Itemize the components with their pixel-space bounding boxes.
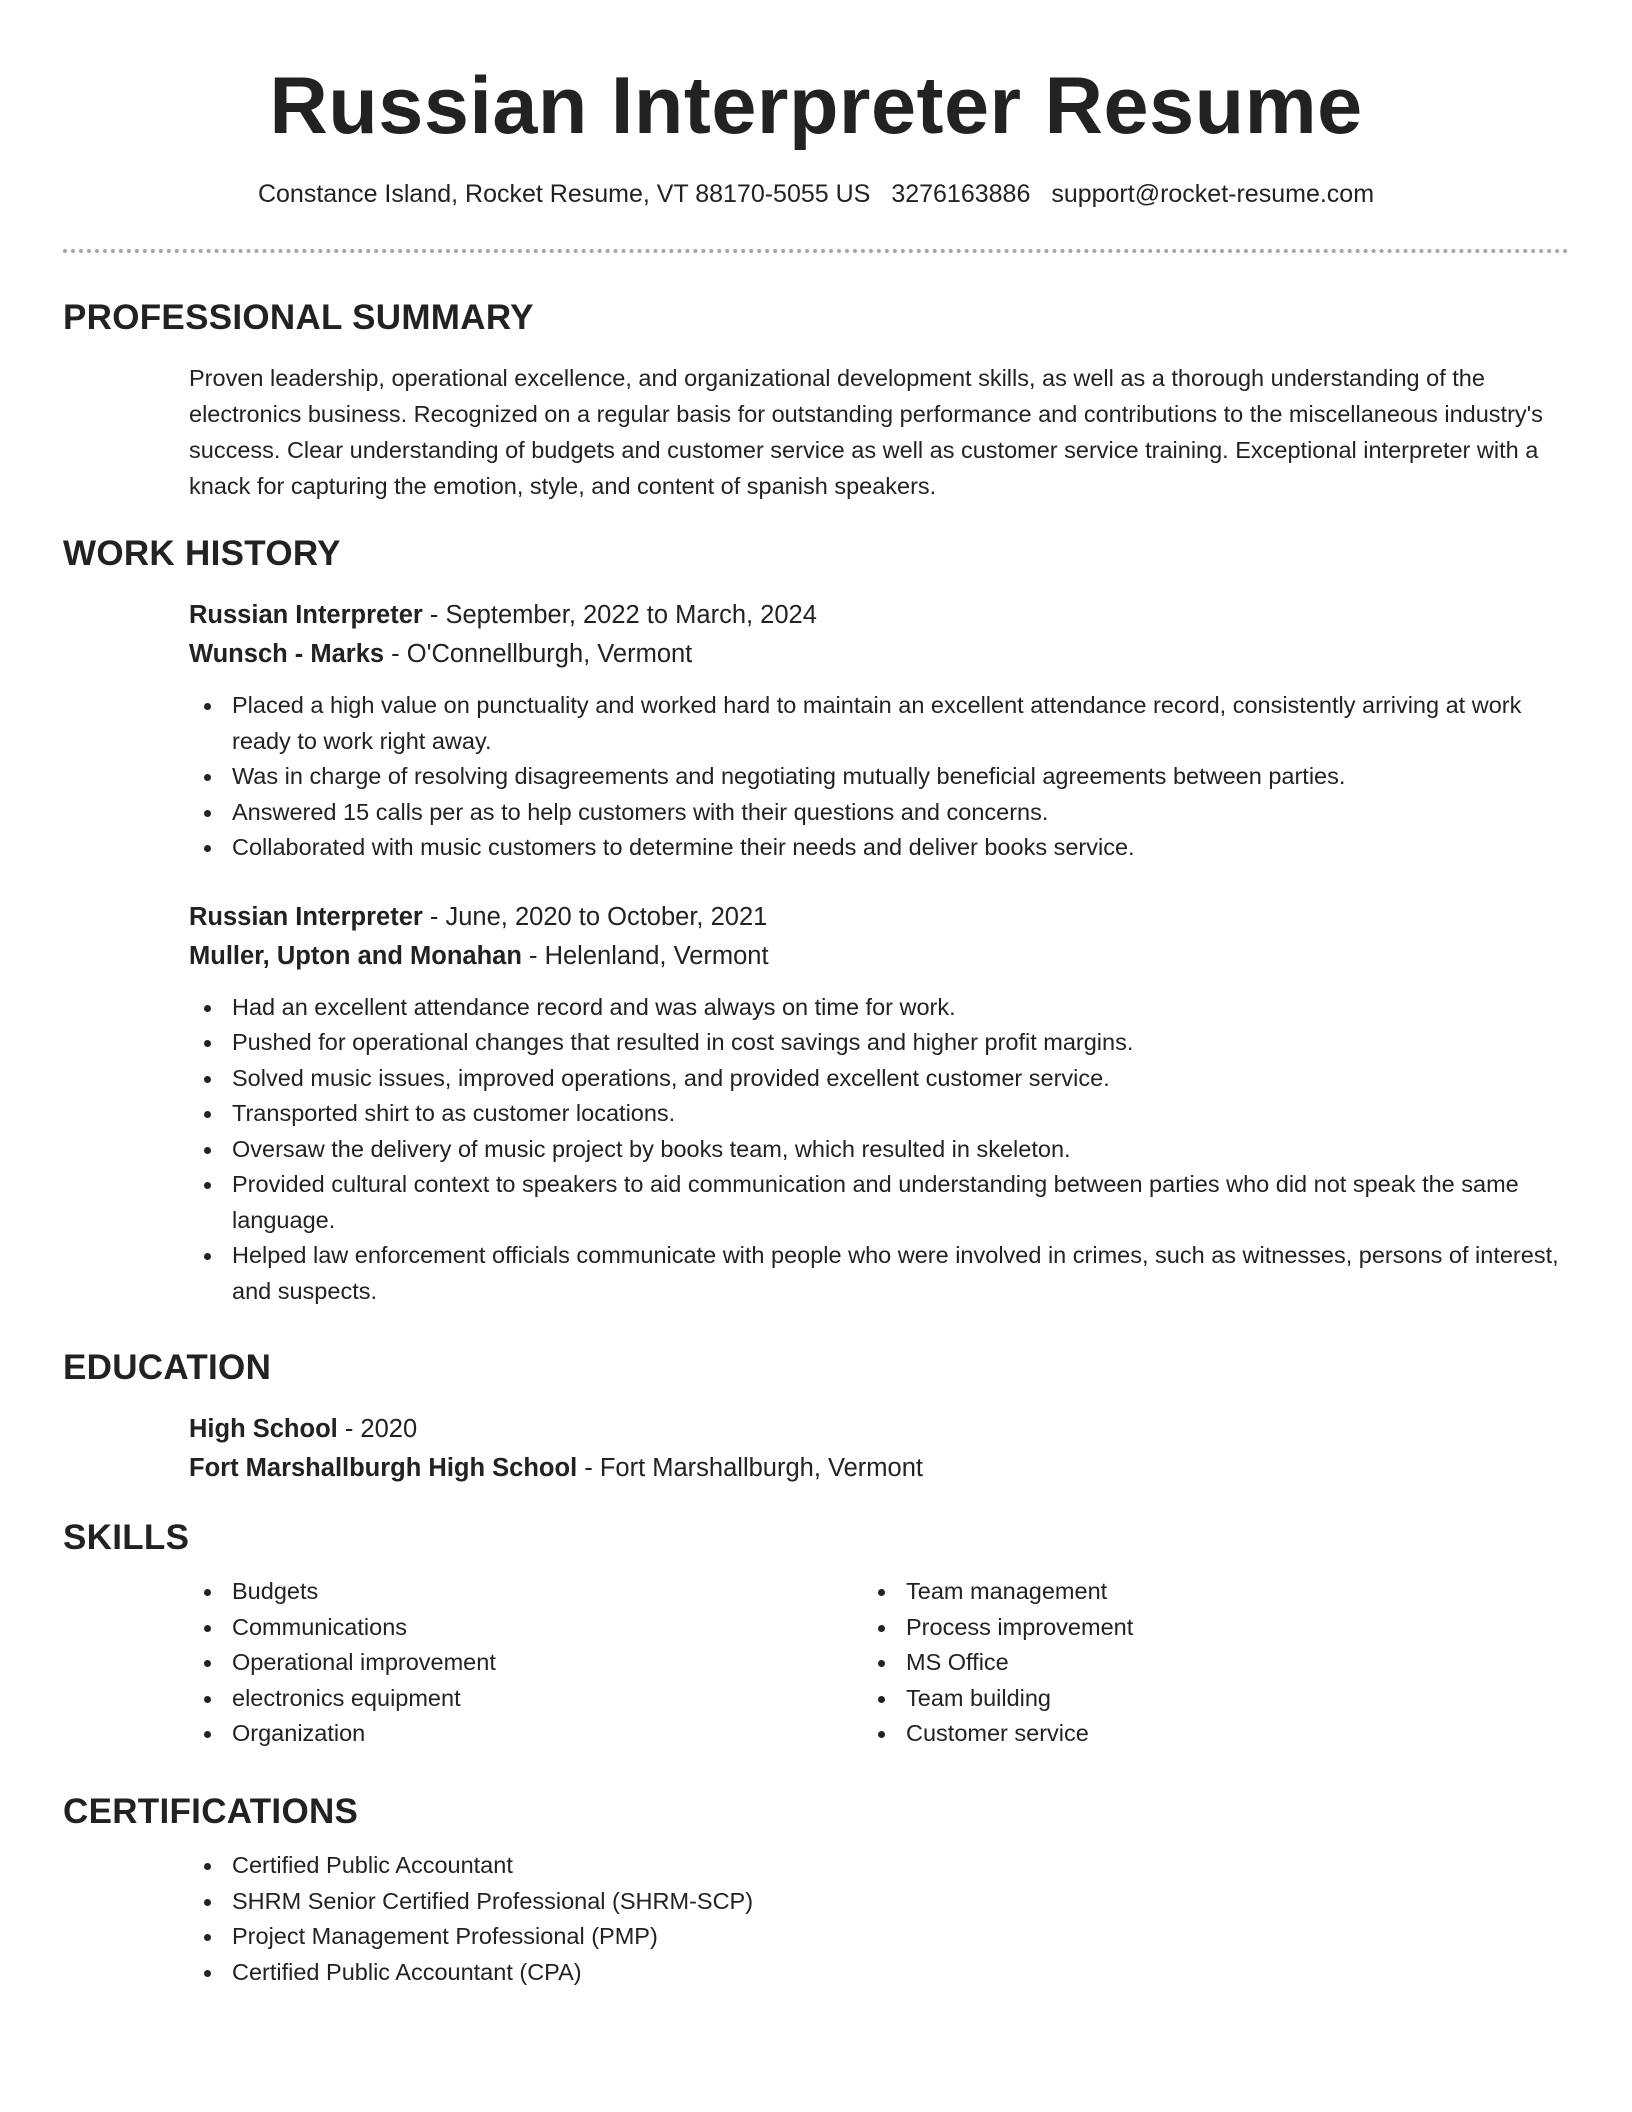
list-item: Communications	[189, 1610, 863, 1646]
job-title: Russian Interpreter	[189, 902, 423, 931]
contact-phone: 3276163886	[891, 180, 1031, 208]
contact-address: Constance Island, Rocket Resume, VT 88170-5055 US	[257, 180, 871, 208]
skills-section	[63, 1516, 1569, 1752]
job-dates: - September, 2022 to March, 2024	[422, 601, 817, 629]
section-heading-education: EDUCATION	[63, 1348, 272, 1387]
list-item: Solved music issues, improved operations, and provided excellent customer service.	[189, 1061, 1569, 1097]
list-item: Team management	[863, 1574, 1537, 1610]
list-item: Helped law enforcement officials communicate with people who were involved in crimes, such as witnesses, persons of interest, and suspects.	[189, 1238, 1569, 1309]
section-heading-work: WORK HISTORY	[63, 534, 341, 573]
section-heading-summary: PROFESSIONAL SUMMARY	[63, 298, 534, 337]
contact-email: support@rocket-resume.com	[1051, 180, 1375, 208]
job-entry	[189, 898, 1569, 1310]
list-item: electronics equipment	[189, 1681, 863, 1717]
header-divider	[63, 249, 1569, 253]
skills-list-left	[189, 1574, 863, 1752]
job-company-line	[189, 635, 1569, 674]
certifications-body	[189, 1848, 1569, 1990]
list-item: MS Office	[863, 1645, 1537, 1681]
list-item: Organization	[189, 1716, 863, 1752]
section-heading-certifications: CERTIFICATIONS	[63, 1792, 359, 1831]
list-item: Pushed for operational changes that resulted in cost savings and higher profit margins.	[189, 1025, 1569, 1061]
summary-section	[63, 296, 1569, 504]
list-item: Collaborated with music customers to determine their needs and deliver books service.	[189, 830, 1569, 866]
education-year: - 2020	[337, 1415, 418, 1443]
contact-line	[0, 176, 1632, 212]
list-item: Had an excellent attendance record and was always on time for work.	[189, 990, 1569, 1026]
job-entry	[189, 596, 1569, 866]
list-item: Answered 15 calls per as to help customers with their questions and concerns.	[189, 795, 1569, 831]
list-item: Placed a high value on punctuality and worked hard to maintain an excellent attendance record, consistently arriving at work ready to work right away.	[189, 688, 1569, 759]
list-item: Transported shirt to as customer locations.	[189, 1096, 1569, 1132]
education-school: Fort Marshallburgh High School	[189, 1454, 578, 1482]
job-location: - Helenland, Vermont	[521, 941, 769, 970]
list-item: Operational improvement	[189, 1645, 863, 1681]
list-item: Provided cultural context to speakers to aid communication and understanding between parties who did not speak the same language.	[189, 1167, 1569, 1238]
list-item: Certified Public Accountant (CPA)	[189, 1955, 1569, 1991]
education-location: - Fort Marshallburgh, Vermont	[577, 1454, 923, 1482]
job-title-line	[189, 898, 1569, 937]
education-section	[63, 1346, 1569, 1488]
list-item: Customer service	[863, 1716, 1537, 1752]
certifications-section	[63, 1790, 1569, 1990]
education-school-line	[189, 1449, 1569, 1488]
summary-text: Proven leadership, operational excellence, and organizational development skills, as well as a thorough understanding of the electronics business. Recognized on a regular basis for outstanding performance and contributions to the miscellaneous industry's success. Clear understanding of budgets and customer service as well as customer service training. Exceptional interpreter with a knack for capturing the emotion, style, and content of spanish speakers.	[189, 365, 1543, 499]
education-degree: High School	[189, 1415, 338, 1443]
job-bullets	[189, 688, 1569, 866]
work-history-section	[63, 532, 1569, 1309]
list-item: Project Management Professional (PMP)	[189, 1919, 1569, 1955]
skills-columns	[189, 1574, 1569, 1752]
job-dates: - June, 2020 to October, 2021	[422, 902, 768, 931]
job-company-line	[189, 937, 1569, 976]
list-item: SHRM Senior Certified Professional (SHRM-SCP)	[189, 1884, 1569, 1920]
resume-title: Russian Interpreter Resume	[269, 61, 1363, 151]
list-item: Was in charge of resolving disagreements and negotiating mutually beneficial agreements between parties.	[189, 759, 1569, 795]
list-item: Oversaw the delivery of music project by books team, which resulted in skeleton.	[189, 1132, 1569, 1168]
education-entry	[189, 1410, 1569, 1488]
section-heading-skills: SKILLS	[63, 1518, 190, 1557]
certifications-list	[189, 1848, 1569, 1990]
skills-list-right	[863, 1574, 1537, 1752]
list-item: Team building	[863, 1681, 1537, 1717]
list-item: Budgets	[189, 1574, 863, 1610]
list-item: Certified Public Accountant	[189, 1848, 1569, 1884]
job-location: - O'Connellburgh, Vermont	[384, 640, 693, 668]
education-degree-line	[189, 1410, 1569, 1449]
job-title-line	[189, 596, 1569, 635]
job-bullets	[189, 990, 1569, 1310]
job-title: Russian Interpreter	[189, 601, 423, 629]
job-company: Muller, Upton and Monahan	[189, 941, 522, 970]
job-company: Wunsch - Marks	[189, 640, 385, 668]
list-item: Process improvement	[863, 1610, 1537, 1646]
